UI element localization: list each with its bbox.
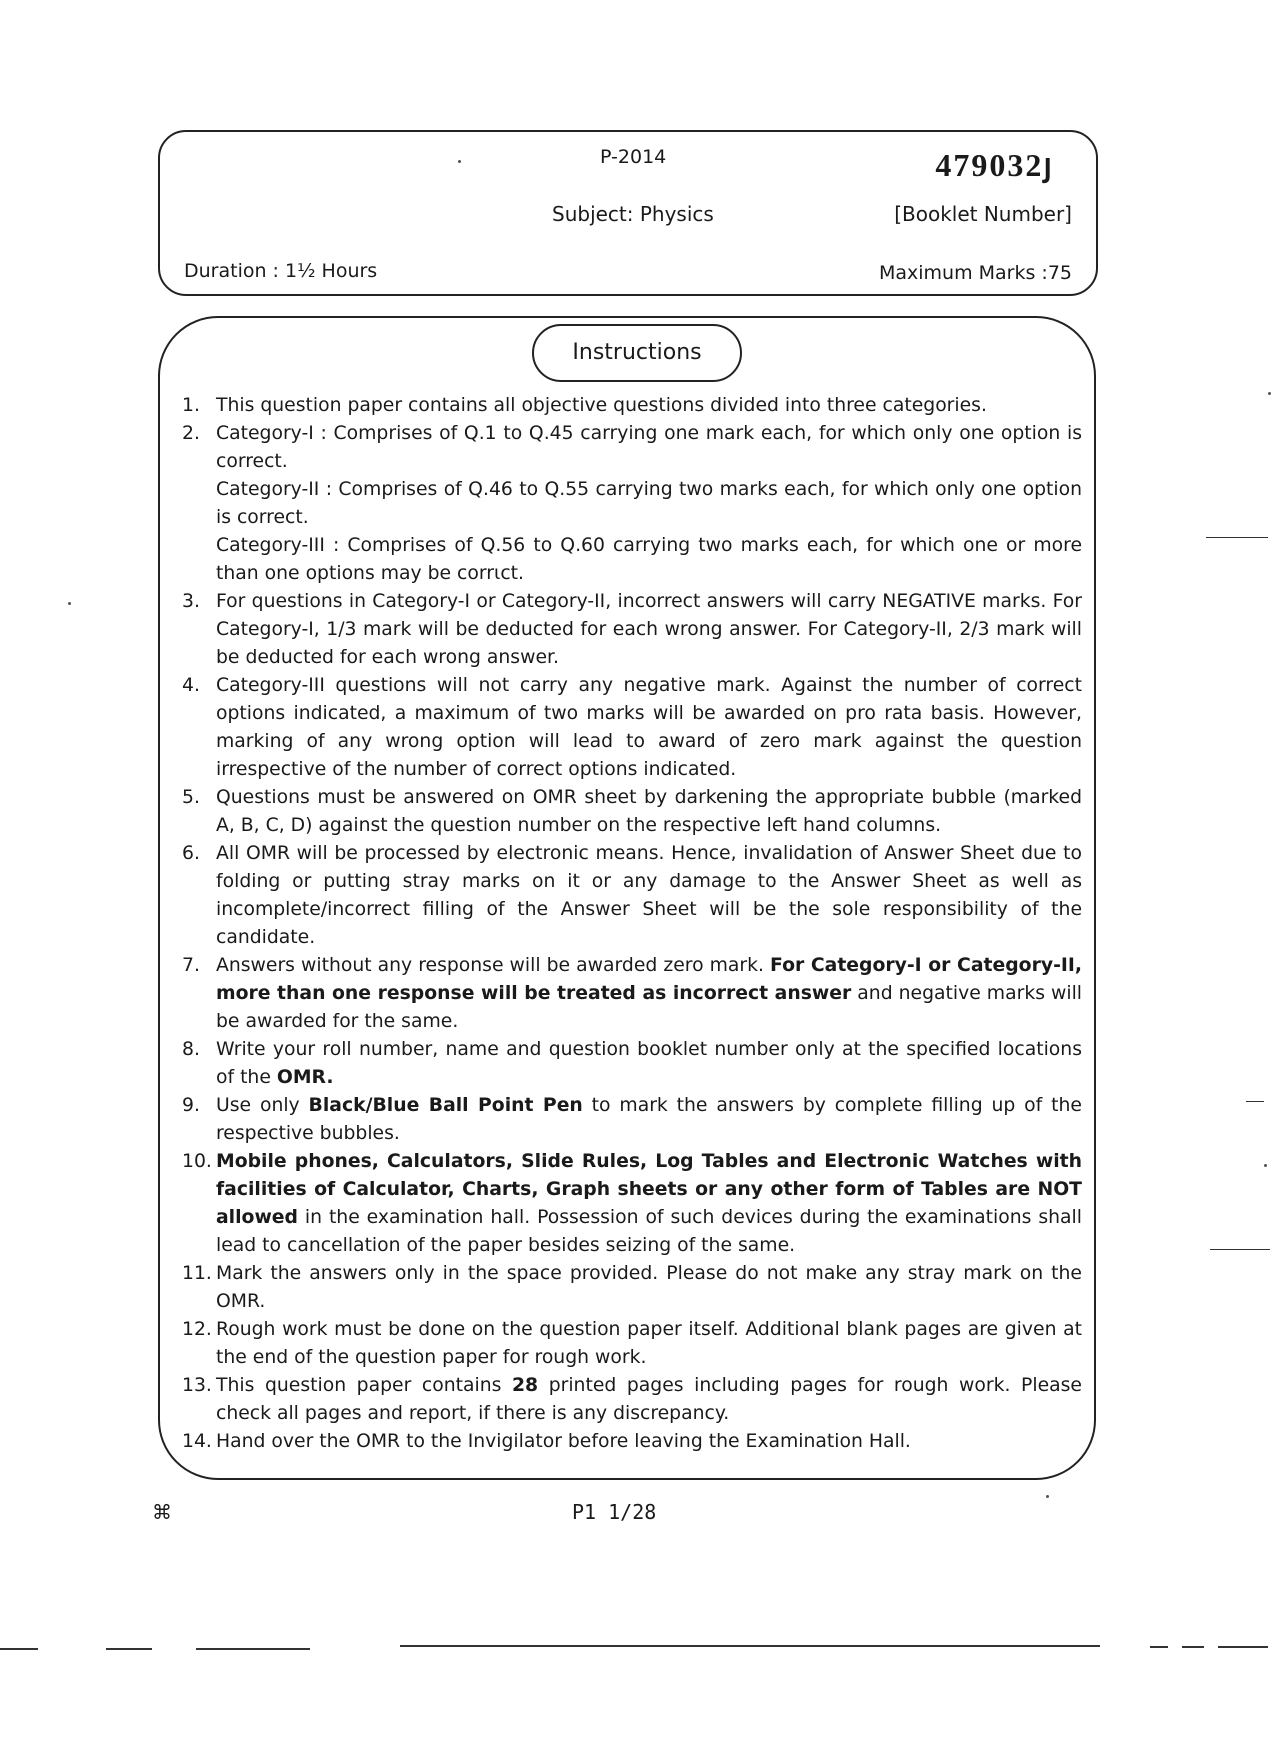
- instruction-item: [182, 1260, 1082, 1316]
- instruction-bold-text: For Category-I or Category-II, more than one response will be treated as incorrect answer: [216, 955, 1082, 1004]
- instruction-item: [182, 1036, 1082, 1092]
- instructions-title: Instructions: [532, 324, 742, 382]
- instruction-text: [216, 1036, 1082, 1092]
- subject-title: Subject: Physics: [552, 202, 714, 226]
- header-box: [158, 130, 1098, 296]
- instruction-text-run: Hand over the OMR to the Invigilator before leaving the Examination Hall.: [216, 1431, 911, 1452]
- instruction-item: [182, 1092, 1082, 1148]
- instruction-text: [216, 1148, 1082, 1260]
- instruction-number: 12.: [182, 1319, 212, 1340]
- scan-line: [1218, 1646, 1268, 1648]
- scan-speck: [68, 602, 71, 605]
- instructions-box: [158, 316, 1096, 1480]
- instruction-text-run: and negative marks will be awarded for the same.: [216, 983, 1083, 1032]
- instruction-number: 5.: [182, 787, 200, 808]
- scan-line: [196, 1648, 310, 1650]
- scan-speck: [458, 160, 461, 163]
- instruction-item: [182, 588, 1082, 672]
- instruction-text: [216, 952, 1082, 1036]
- instruction-number: 4.: [182, 675, 200, 696]
- booklet-number: 479032յ: [935, 147, 1054, 183]
- scan-speck: [1268, 392, 1271, 395]
- instruction-paragraph: [216, 672, 1082, 784]
- scan-line: [1206, 537, 1268, 538]
- instruction-text-run: All OMR will be processed by electronic means. Hence, invalidation of Answer Sheet due to folding or putting stray marks on it or any damage to the Answer Sheet as well as incomplete/incorrect filling of the Answer Sheet will be the sole responsibility of the candidate.: [216, 843, 1082, 948]
- instruction-text: [216, 420, 1082, 588]
- instruction-text-run: Write your roll number, name and question booklet number only at the specified locations of the: [216, 1039, 1082, 1088]
- instruction-text: [216, 784, 1082, 840]
- instruction-paragraph: [216, 1260, 1082, 1316]
- instruction-paragraph: [216, 392, 1082, 420]
- instruction-item: [182, 392, 1082, 420]
- instruction-text-run: Category-II : Comprises of Q.46 to Q.55 carrying two marks each, for which only one option is correct.: [216, 479, 1082, 528]
- instruction-paragraph: [216, 476, 1082, 532]
- instruction-number: 6.: [182, 843, 200, 864]
- instruction-paragraph: [216, 1092, 1082, 1148]
- scan-speck: [1264, 1164, 1267, 1167]
- instruction-text-run: printed pages including pages for rough work. Please check all pages and report, if there is any discrepancy.: [216, 1375, 1082, 1424]
- instruction-text: [216, 1372, 1082, 1428]
- instruction-text-run: Questions must be answered on OMR sheet by darkening the appropriate bubble (marked A, B, C, D) against the question number on the respective left hand columns.: [216, 787, 1082, 836]
- instruction-number: 11.: [182, 1263, 212, 1284]
- instruction-text-run: Category-III questions will not carry any negative mark. Against the number of correct options indicated, a maximum of two marks will be awarded on pro rata basis. However, marking of any wrong option will lead to award of zero mark against the question irrespective of the number of correct options indicated.: [216, 675, 1082, 780]
- paper-code: P-2014: [600, 146, 667, 168]
- scan-line: [1182, 1646, 1204, 1648]
- instruction-text-run: Rough work must be done on the question paper itself. Additional blank pages are given at the end of the question paper for rough work.: [216, 1319, 1082, 1368]
- maximum-marks: Maximum Marks :75: [878, 262, 1072, 284]
- instruction-text-run: Use only: [216, 1095, 309, 1116]
- scan-line: [1210, 1249, 1270, 1250]
- instruction-item: [182, 1148, 1082, 1260]
- instruction-paragraph: [216, 840, 1082, 952]
- command-symbol-icon: ⌘: [152, 1500, 172, 1524]
- instruction-bold-text: Mobile phones, Calculators, Slide Rules, Log Tables and Electronic Watches with facilities of Calculator, Charts, Graph sheets or any other form of Tables are NOT allowed: [216, 1151, 1082, 1228]
- instruction-text-run: to mark the answers by complete filling up of the respective bubbles.: [216, 1095, 1082, 1144]
- instruction-paragraph: [216, 1148, 1082, 1260]
- instruction-item: [182, 840, 1082, 952]
- instructions-list: [182, 392, 1082, 1456]
- instruction-text-run: Mark the answers only in the space provided. Please do not make any stray mark on the OMR.: [216, 1263, 1082, 1312]
- instruction-number: 9.: [182, 1095, 200, 1116]
- instruction-number: 2.: [182, 423, 200, 444]
- instruction-item: [182, 1372, 1082, 1428]
- instruction-text: [216, 392, 1082, 420]
- instruction-text-run: This question paper contains: [216, 1375, 512, 1396]
- instruction-number: 13.: [182, 1375, 212, 1396]
- scan-speck: [1046, 1495, 1049, 1498]
- instruction-text-run: This question paper contains all objective questions divided into three categories.: [216, 395, 987, 416]
- instruction-bold-text: Black/Blue Ball Point Pen: [308, 1095, 583, 1116]
- instruction-item: [182, 420, 1082, 588]
- instruction-number: 1.: [182, 395, 200, 416]
- instruction-paragraph: [216, 532, 1082, 588]
- instruction-text: [216, 1092, 1082, 1148]
- instruction-text-run: Answers without any response will be awarded zero mark.: [216, 955, 771, 976]
- instruction-text: [216, 1316, 1082, 1372]
- instruction-text-run: Category-III : Comprises of Q.56 to Q.60 carrying two marks each, for which one or more than one options may be corrɩct.: [216, 535, 1082, 584]
- booklet-number-label: [Booklet Number]: [894, 202, 1072, 226]
- scan-line: [1246, 1101, 1264, 1102]
- instruction-paragraph: [216, 420, 1082, 476]
- instruction-text: [216, 1428, 1082, 1456]
- instruction-item: [182, 784, 1082, 840]
- instruction-paragraph: [216, 1372, 1082, 1428]
- page-number: P1 1/28: [572, 1500, 657, 1524]
- scan-line: [106, 1648, 152, 1650]
- instruction-number: 8.: [182, 1039, 200, 1060]
- instruction-paragraph: [216, 784, 1082, 840]
- instruction-item: [182, 952, 1082, 1036]
- instruction-number: 3.: [182, 591, 200, 612]
- instruction-text: [216, 672, 1082, 784]
- instruction-text: [216, 1260, 1082, 1316]
- instruction-text: [216, 840, 1082, 952]
- instruction-text: [216, 588, 1082, 672]
- instruction-number: 10.: [182, 1151, 212, 1172]
- instruction-item: [182, 1428, 1082, 1456]
- instruction-paragraph: [216, 952, 1082, 1036]
- instruction-text-run: Category-I : Comprises of Q.1 to Q.45 carrying one mark each, for which only one option is correct.: [216, 423, 1082, 472]
- instruction-item: [182, 672, 1082, 784]
- instruction-paragraph: [216, 1428, 1082, 1456]
- instruction-text-run: For questions in Category-I or Category-II, incorrect answers will carry NEGATIVE marks. For Category-I, 1/3 mark will be deducted for each wrong answer. For Category-II, 2/3 mark will be deducted for each wrong answer.: [216, 591, 1082, 668]
- duration: Duration : 1½ Hours: [184, 260, 378, 282]
- instruction-text-run: in the examination hall. Possession of such devices during the examinations shall lead to cancellation of the paper besides seizing of the same.: [216, 1207, 1082, 1256]
- instruction-bold-text: 28: [511, 1375, 539, 1396]
- instruction-number: 7.: [182, 955, 200, 976]
- instruction-number: 14.: [182, 1431, 212, 1452]
- instruction-paragraph: [216, 1316, 1082, 1372]
- scan-line: [400, 1645, 1100, 1647]
- instruction-bold-text: OMR.: [276, 1067, 334, 1088]
- scan-line: [0, 1648, 38, 1650]
- scan-line: [1150, 1646, 1168, 1648]
- instruction-item: [182, 1316, 1082, 1372]
- instruction-paragraph: [216, 1036, 1082, 1092]
- instruction-paragraph: [216, 588, 1082, 672]
